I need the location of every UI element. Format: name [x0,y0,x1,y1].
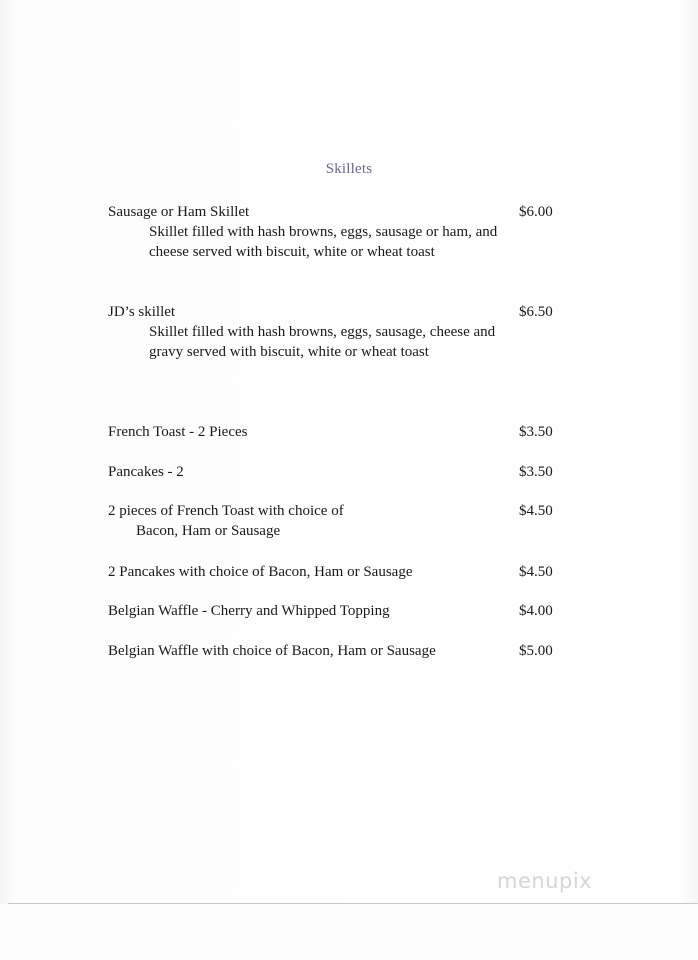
menu-item [108,601,558,621]
item-price: $5.00 [519,643,553,659]
menu-item [108,202,558,262]
item-continuation: Bacon, Ham or Sausage [136,523,281,539]
menu-item [108,462,558,482]
item-price: $4.50 [519,503,553,519]
item-description: Skillet filled with hash browns, eggs, sausage or ham, and cheese served with biscuit, white or wheat toast [149,224,498,260]
menu-item [108,302,558,362]
watermark-logo: menupix [497,869,593,893]
item-price: $3.50 [519,424,553,440]
menu-item [108,422,558,442]
menu-item [108,501,558,541]
item-name: Sausage or Ham Skillet [108,204,250,220]
page-bottom-margin [0,904,698,960]
item-price: $6.50 [519,304,553,320]
item-price: $6.00 [519,204,553,220]
item-name: Pancakes - 2 [108,464,184,480]
item-name: Belgian Waffle - Cherry and Whipped Topping [108,603,390,619]
item-name: 2 pieces of French Toast with choice of [108,503,344,519]
item-name: JD’s skillet [108,304,176,320]
item-price: $3.50 [519,464,553,480]
item-price: $4.50 [519,564,553,580]
menu-item [108,562,558,582]
item-name: 2 Pancakes with choice of Bacon, Ham or Sausage [108,564,413,580]
section-title: Skillets [325,161,373,177]
item-name: Belgian Waffle with choice of Bacon, Ham or Sausage [108,643,436,659]
item-name: French Toast - 2 Pieces [108,424,248,440]
item-price: $4.00 [519,603,553,619]
menu-item [108,641,558,661]
item-description: Skillet filled with hash browns, eggs, sausage, cheese and gravy served with biscuit, white or wheat toast [149,324,496,360]
